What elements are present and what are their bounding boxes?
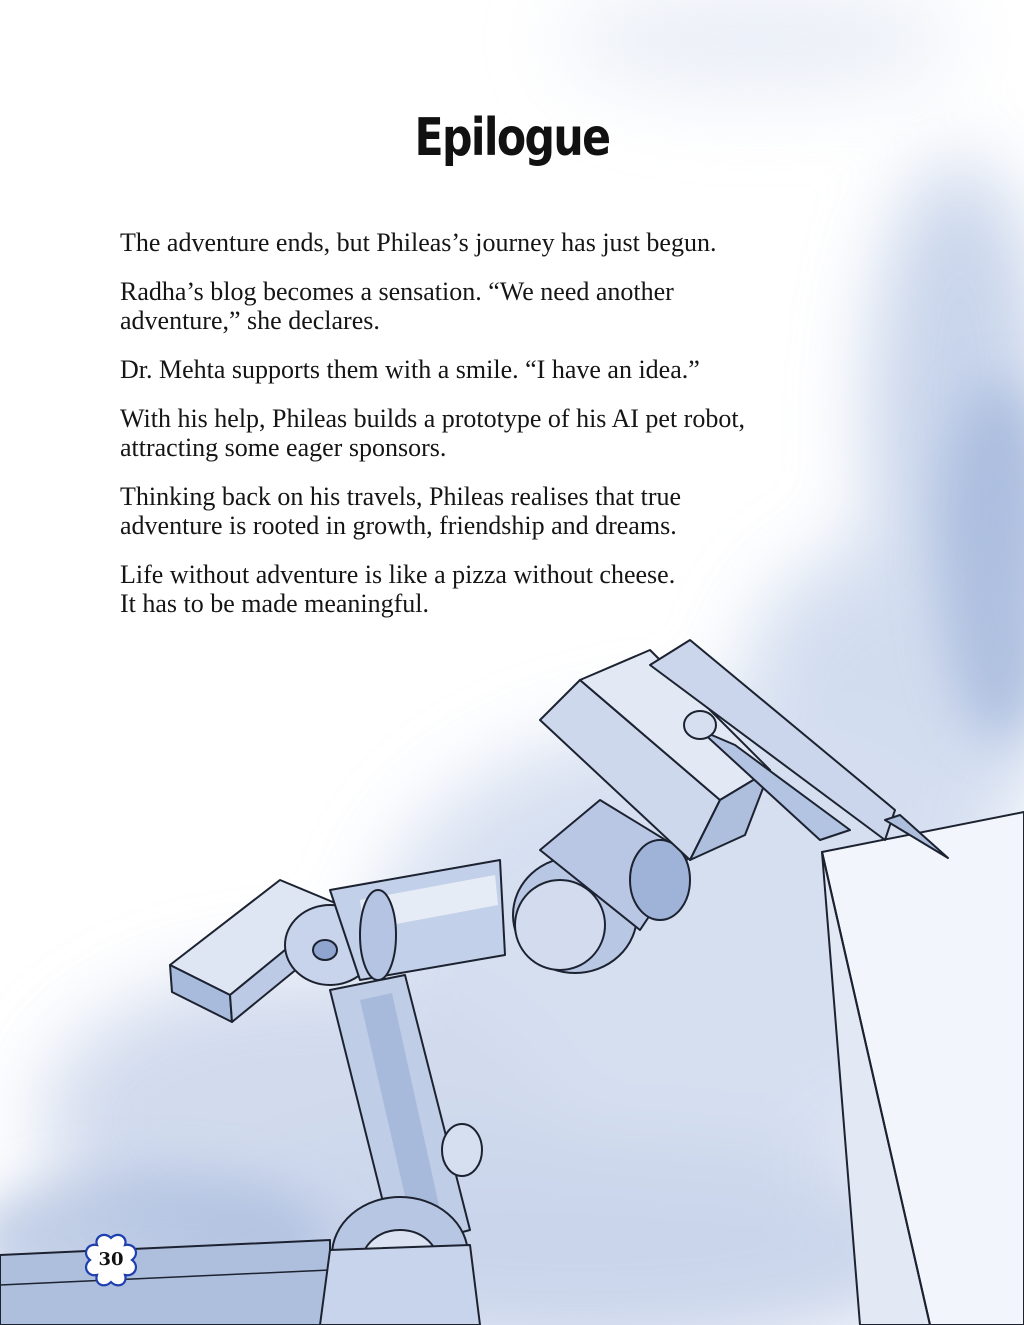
paragraph-line: Radha’s blog becomes a sensation. “We need another (120, 277, 674, 306)
paragraph (120, 560, 920, 618)
paragraph-line: adventure,” she declares. (120, 306, 380, 335)
paragraph (120, 482, 920, 540)
paragraph (120, 355, 920, 384)
paragraph-line: adventure is rooted in growth, friendship and dreams. (120, 511, 677, 540)
story-text (120, 228, 920, 638)
paragraph-line: attracting some eager sponsors. (120, 433, 447, 462)
page-number: 30 (98, 1249, 124, 1270)
paragraph-line: The adventure ends, but Phileas’s journey has just begun. (120, 228, 717, 257)
page-number-badge (80, 1232, 142, 1288)
paragraph (120, 404, 920, 462)
paragraph (120, 228, 920, 257)
paragraph-line: Thinking back on his travels, Phileas realises that true (120, 482, 682, 511)
paragraph-line: Life without adventure is like a pizza without cheese. (120, 560, 676, 589)
paragraph-line: It has to be made meaningful. (120, 589, 430, 618)
page-title: Epilogue (414, 108, 610, 168)
paragraph (120, 277, 920, 335)
paragraph-line: With his help, Phileas builds a prototype of his AI pet robot, (120, 404, 746, 433)
paragraph-line: Dr. Mehta supports them with a smile. “I have an idea.” (120, 355, 700, 384)
